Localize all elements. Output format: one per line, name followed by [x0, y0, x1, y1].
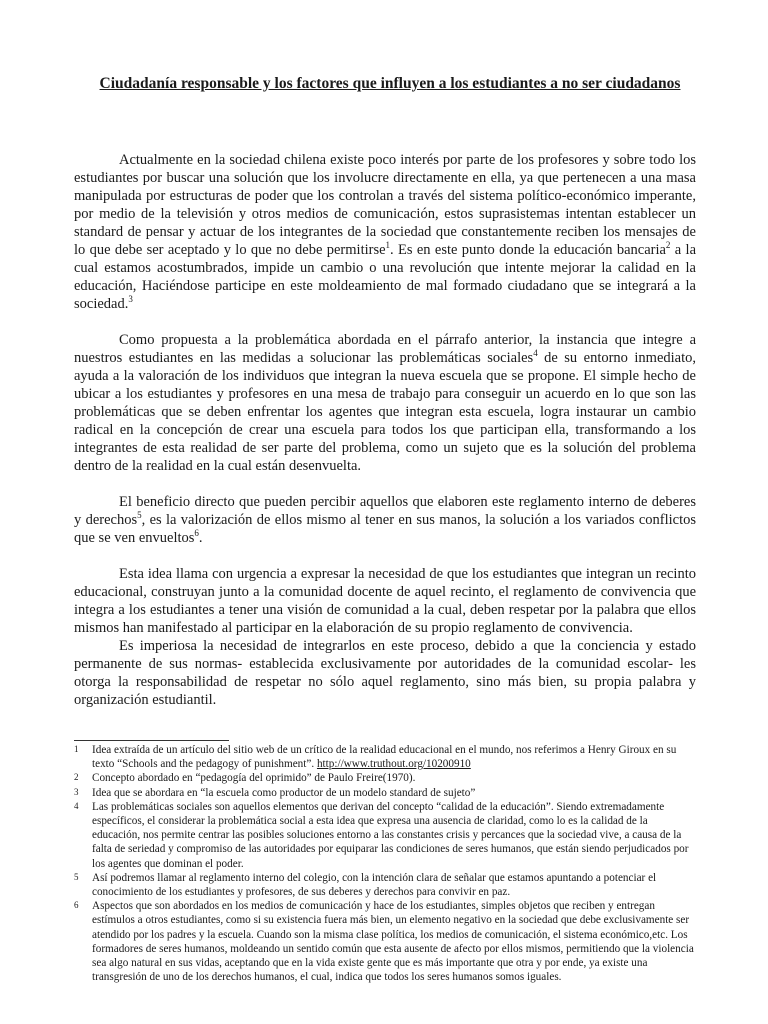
footnote-4 [74, 800, 698, 871]
paragraph-5: Es imperiosa la necesidad de integrarlos en este proceso, debido a que la conciencia y estado permanente de sus normas- establecida exclusivamente por autoridades de la comunidad escolar- les otorga la responsabilidad de respetar no sólo aquel reglamento, sino más bien, su propia palabra y organización estudiantil. [74, 638, 696, 708]
footnote-ref-1[interactable]: 1 [385, 240, 391, 251]
paragraph-4: Esta idea llama con urgencia a expresar la necesidad de que los estudiantes que integran un recinto educacional, construyan junto a la comunidad docente de aquel recinto, el reglamento de convivencia que integra a los estudiantes a tener una visión de comunidad a la cual, deben respetar por la palabra que ellos mismos han manifestado al participar en la elaboración de su propio reglamento de convivencia. [74, 566, 696, 636]
footnote-text [92, 743, 698, 771]
paragraph-2-text-b: de su entorno inmediato, ayuda a la valoración de los individuos que integran la nueva escuela que se propone. El simple hecho de ubicar a los estudiantes y profesores en una mesa de trabajo para conseguir un acuerdo en lo que son las problemáticas que se deben enfrentar los agentes que integran esta escuela, logra instaurar un cambio radical en la concepción de crear una escuela para todos los que participan ella, transformando a los integrantes de esta realidad de ser parte del problema, como un sujeto que es la solución del problema dentro de la realidad en la cual están desenvuelta. [74, 350, 697, 474]
footnote-text: Así podremos llamar al reglamento interno del colegio, con la intención clara de señalar que estamos apuntando a potenciar el conocimiento de los estudiantes y profesores, de sus deberes y derechos para convivir en paz. [92, 871, 657, 899]
paragraph-3-text-c: . [198, 530, 203, 546]
paragraph-2-text-a: Como propuesta a la problemática abordada en el párrafo anterior, la instancia que integre a nuestros estudiantes en las medidas a solucionar las problemáticas sociales [74, 332, 696, 366]
footnote-ref-6[interactable]: 6 [194, 528, 199, 539]
footnote-number: 1 [74, 744, 79, 754]
document-title: Ciudadanía responsable y los factores que influyen a los estudiantes a no ser ciudadanos [99, 75, 681, 92]
document-body [74, 151, 696, 709]
paragraph-3 [74, 493, 696, 547]
paragraph-3-text-a: El beneficio directo que pueden percibir aquellos que elaboren este reglamento interno de deberes y derechos [74, 494, 696, 528]
footnote-number: 5 [74, 871, 79, 882]
footnote-text: Las problemáticas sociales son aquellos elementos que derivan del concepto “calidad de la educación”. Siendo extremadamente específicos, el considerar la problemática social a esta idea que expresa una ausencia de claridad, como lo es la calidad de la educación, nos permite centrar las posibles soluciones entorno a las constantes crisis y percances que la sociedad vive, a causa de la falta de seriedad y compromiso de las autoridades por equiparar las condiciones de seres humanos, que están siendo perjudicados por los agentes que dominan el poder. [92, 800, 689, 870]
footnote-6 [74, 899, 698, 984]
footnote-number: 2 [74, 772, 79, 783]
paragraph-1 [74, 151, 696, 313]
paragraph-1-text-b: . Es en este punto donde la educación bancaria [390, 242, 666, 258]
footnote-2 [74, 771, 698, 785]
footnote-link[interactable]: http://www.truthout.org/10200910 [316, 758, 471, 771]
footnotes [74, 743, 698, 984]
footnote-3 [74, 786, 698, 800]
paragraph-2 [74, 331, 696, 475]
footnote-1-body: Idea extraída de un artículo del sitio web de un crítico de la realidad educacional en el mundo, nos referimos a Henry Giroux en su texto “Schools and the pedagogy of punishment”. [92, 744, 677, 771]
footnote-5 [74, 871, 698, 899]
footnote-text: Aspectos que son abordados en los medios de comunicación y hace de los estudiantes, simples objetos que reciben y entregan estímulos a otros estudiantes, como si su existencia fuera más bien, un elemento negativo en la sociedad que debe exclusivamente ser atendido por los padres y la escuela. Cuando son la misma clase política, los medios de comunicación, el sistema económico,etc. Los formadores de seres humanos, moldeando un sentido común que esta ausente de afecto por ellos mismos, permitiendo que la violencia sea algo natural en sus vidas, aceptando que en la vida existe gente que es más importante que otra y por ende, ya existe una transgresión de uno de los derechos humanos, el cual, indica que todos los seres humanos somos iguales. [92, 900, 694, 984]
footnote-ref-5[interactable]: 5 [137, 510, 142, 521]
footnote-number: 3 [74, 786, 79, 797]
footnote-ref-3[interactable]: 3 [128, 294, 133, 305]
footnote-text: Concepto abordado en “pedagogía del oprimido” de Paulo Freire(1970). [92, 772, 416, 785]
footnote-number: 4 [74, 800, 79, 811]
footnote-ref-2[interactable]: 2 [665, 240, 671, 251]
footnote-separator [74, 740, 229, 741]
paragraph-1-text-c: a la cual estamos acostumbrados, impide un cambio o una revolución que intente mejorar la calidad en la educación, Haciéndose participe en este moldeamiento de mal formado ciudadano que se integrará a la sociedad. [74, 242, 697, 312]
footnote-number: 6 [74, 900, 79, 911]
paragraph-1-text-a: Actualmente en la sociedad chilena existe poco interés por parte de los profesores y sobre todo los estudiantes por buscar una solución que los involucre directamente en ella, ya que pertenecen a una masa manipulada por estructuras de poder que los controlan a través del sistema político-económico imperante, por medio de la televisión y otros medios de comunicación, estos suprasistemas intentan establecer un standard de pensar y actuar de los integrantes de la sociedad que constantemente reciben los mensajes de lo que debe ser aceptado y lo que no debe permitirse [74, 152, 696, 258]
paragraph-3-text-b: , es la valorización de ellos mismo al tener en sus manos, la solución a los variados conflictos que se ven envueltos [74, 512, 696, 546]
footnote-ref-4[interactable]: 4 [533, 348, 538, 359]
footnote-1 [74, 743, 698, 771]
footnote-text: Idea que se abordara en “la escuela como productor de un modelo standard de sujeto” [92, 786, 476, 799]
